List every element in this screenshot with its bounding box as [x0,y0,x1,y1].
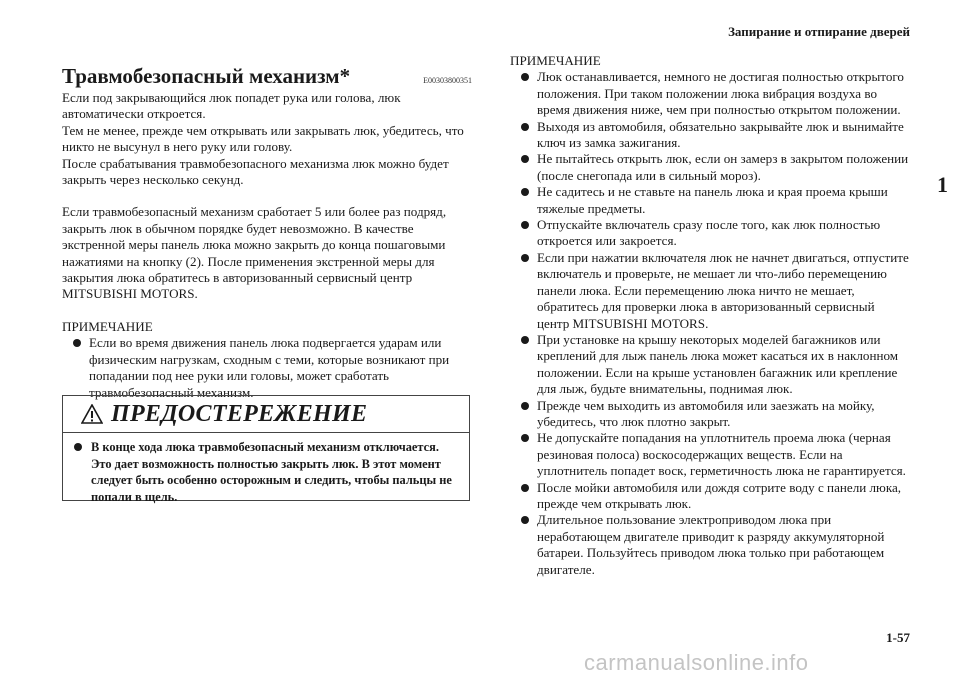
paragraph: Если под закрывающийся люк попадет рука или голова, люк автоматически откроется. [62,90,401,122]
note-item: Выходя из автомобиля, обязательно закрывайте люк и вынимайте ключ из замка зажигания. [510,119,910,152]
intro-paragraphs [62,90,472,188]
warning-item: В конце хода люка травмобезопасный механизм отключается. Это дает возможность полностью закрыть люк. В этот момент следует быть особенно осторожным и следить, чтобы пальцы не попали в щель. [63,439,457,505]
note-label: ПРИМЕЧАНИЕ [62,318,153,334]
note-item: Длительное пользование электроприводом люка при неработающем двигателе приводит к разряду аккумуляторной батареи. Пользуйтесь приводом люка только при работающем двигателе. [510,512,910,578]
warning-body [63,433,469,505]
section-title: Травмобезопасный механизм* [62,64,351,88]
warning-box [62,395,470,504]
note-item: Отпускайте включатель сразу после того, как люк полностью откроется или закроется. [510,217,910,250]
note-label: ПРИМЕЧАНИЕ [510,53,601,68]
note-list [510,69,910,578]
note-item: Не допускайте попадания на уплотнитель проема люка (черная резиновая полоса) воскосодержащих веществ. Если на уплотнитель попадет воск, герметичность люка не гарантируется. [510,430,910,479]
note-item: Не садитесь и не ставьте на панель люка и края проема крыши тяжелые предметы. [510,184,910,217]
paragraph: После срабатывания травмобезопасного механизма люк можно будет закрыть через несколько секунд. [62,155,449,188]
warning-triangle-icon [81,404,103,424]
paragraph: Тем не менее, прежде чем открывать или закрывать люк, убедитесь, что никто не высунул в него руку или голову. [62,122,464,155]
warning-list [63,439,457,505]
note-item: Прежде чем выходить из автомобиля или заезжать на мойку, убедитесь, что люк плотно закрыт. [510,398,910,431]
watermark: carmanualsonline.info [584,650,809,675]
note-item: Если во время движения панель люка подвергается ударам или физическим нагрузкам, сходным с теми, которые возникают при попадании под нее руки или головы, может сработать травмобезопасный механизм. [62,335,472,401]
section-code: E00303800351 [423,76,472,85]
note-item: Люк останавливается, немного не достигая полностью открытого положения. При таком положении люка вибрация воздуха во время движения ниже, чем при полностью открытом положении. [510,69,910,118]
header-title: Запирание и отпирание дверей [728,24,910,39]
warning-header [63,396,469,433]
emergency-paragraph: Если травмобезопасный механизм сработает 5 или более раз подряд, закрыть люк в обычном порядке будет невозможно. В качестве экстренной меры панель люка можно закрыть до конца пошаговыми нажатиями на кнопку (2). После применения экстренной меры для закрытия люка обратитесь в авторизованный сервисный центр MITSUBISHI MOTORS. [62,204,447,302]
note-item: Если при нажатии включателя люк не начнет двигаться, отпустите включатель и проверьте, не мешает ли что-либо перемещению панели люка. Если перемещению люка ничто не мешает, обратитесь для проверки люка в авторизованный сервисный центр MITSUBISHI MOTORS. [510,250,910,332]
warning-title: ПРЕДОСТЕРЕЖЕНИЕ [111,400,368,427]
note-list [62,335,472,401]
section-title-row [62,64,472,90]
chapter-tab: 1 [937,172,948,197]
note-item: При установке на крышу некоторых моделей багажников или креплений для лыж панель люка может касаться их в наклонном положении. Если на крыше установлен багажник или крепление для лыж, будьте внимательны, поднимая люк. [510,332,910,398]
left-column [62,64,472,401]
page-number: 1-57 [886,630,910,645]
right-column [510,53,910,578]
note-item: Не пытайтесь открыть люк, если он замерз в закрытом положении (после снегопада или в сильный мороз). [510,151,910,184]
note-item: После мойки автомобиля или дождя сотрите воду с панели люка, прежде чем открывать люк. [510,480,910,513]
